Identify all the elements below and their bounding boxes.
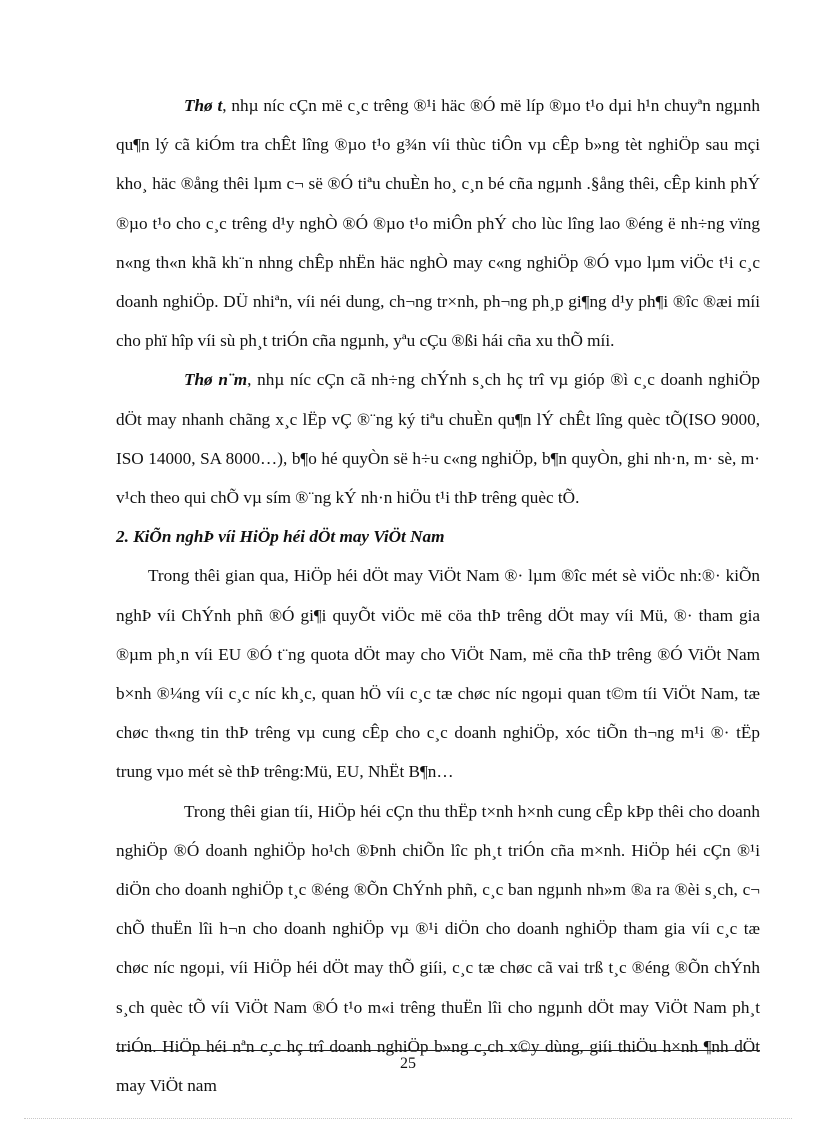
paragraph-fifth [116,360,760,517]
section-heading: 2. KiÕn nghÞ víi HiÖp héi dÖt may ViÖt Nam [116,527,445,547]
paragraph-text: , nhµ níc cÇn më c¸c trêng ®¹i häc ®Ó më líp ®µo t¹o dµi h¹n chuyªn ngµnh qu¶n lý cã kiÓm tra chÊt lîng ®µo t¹o g¾n víi thùc tiÔn vµ cÊp b»ng tèt nghiÖp sau mçi kho¸ häc ®ång thêi lµm c¬ së ®Ó tiªu chuÈn ho¸ c¸n bé cña ngµnh .§ång thêi, cÊp kinh phÝ ®µo t¹o cho c¸c trêng d¹y nghÒ ®Ó ®µo t¹o miÔn phÝ cho lùc lîng lao ®éng ë nh÷ng vïng n«ng th«n khã kh¨n nhng chÊp nhËn häc nghÒ may c«ng nghiÖp ®Ó vµo lµm viÖc t¹i c¸c doanh nghiÖp. DÜ nhiªn, víi néi dung, ch¬ng tr×nh, ph¬ng ph¸p gi¶ng d¹y ph¶i ®îc ®æi míi cho phï hîp víi sù ph¸t triÓn cña ngµnh, yªu cÇu ®ßi hái cña xu thÕ míi. [116,96,760,351]
page-number: 25 [400,1055,416,1072]
paragraph-text: , nhµ níc cÇn cã nh÷ng chÝnh s¸ch hç trî vµ gióp ®ì c¸c doanh nghiÖp dÖt may nhanh chãng x¸c lËp vÇ ®¨ng ký tiªu chuÈn qu¶n lÝ chÊt lîng quèc tÕ(ISO 9000, ISO 14000, SA 8000…), b¶o hé quyÒn së h÷u c«ng nghiÖp, b¶n quyÒn, ghi nh·n, m· sè, m· v¹ch theo qui chÕ vµ sím ®¨ng kÝ nh·n hiÖu t¹i thÞ trêng quèc tÕ. [116,370,760,508]
paragraph-lead: Thø t [184,96,223,115]
page-bottom-edge [24,1118,792,1119]
paragraph-association-future: Trong thêi gian tíi, HiÖp héi cÇn thu thËp t×nh h×nh cung cÊp kÞp thêi cho doanh nghiÖp ®Ó doanh nghiÖp ho¹ch ®Þnh chiÕn lîc ph¸t triÓn cña m×nh. HiÖp héi cÇn ®¹i diÖn cho doanh nghiÖp t¸c ®éng ®Õn ChÝnh phñ, c¸c ban ngµnh nh»m ®a ra ®èi s¸ch, c¬ chÕ thuËn lîi h¬n cho doanh nghiÖp vµ ®¹i diÖn cho doanh nghiÖp tham gia víi c¸c tæ chøc níc ngoµi, víi HiÖp héi dÖt may thÕ giíi, c¸c tæ chøc cã vai trß t¸c ®éng ®Õn chÝnh s¸ch quèc tÕ víi ViÖt Nam ®Ó t¹o m«i trêng thuËn lîi cho ngµnh dÖt may ViÖt Nam ph¸t triÓn. HiÖp héi nªn c¸c hç trî doanh nghiÖp b»ng c¸ch x©y dùng, giíi thiÖu h×nh ¶nh dÖt may ViÖt nam [116,801,760,1096]
paragraph-lead: Thø n¨m [184,370,248,390]
footer-rule [116,1050,760,1051]
paragraph-association-past: Trong thêi gian qua, HiÖp héi dÖt may ViÖt Nam ®· lµm ®îc mét sè viÖc nh:®· kiÕn nghÞ víi ChÝnh phñ ®Ó gi¶i quyÕt viÖc më cöa thÞ trêng dÖt may víi Mü, ®· tham gia ®µm ph¸n víi EU ®Ó t¨ng quota dÖt may cho ViÖt Nam, më cña thÞ trêng ®Ó ViÖt Nam b×nh ®¼ng víi c¸c níc kh¸c, quan hÖ víi c¸c tæ chøc níc ngoµi quan t©m tíi ViÖt Nam, tæ chøc th«ng tin thÞ trêng vµ cung cÊp cho c¸c doanh nghiÖp, xóc tiÕn th¬ng m¹i ®· tËp trung vµo mét sè thÞ trêng:Mü, EU, NhËt B¶n… [116,566,760,782]
paragraph-fourth [116,86,760,360]
body-text [116,86,760,1105]
